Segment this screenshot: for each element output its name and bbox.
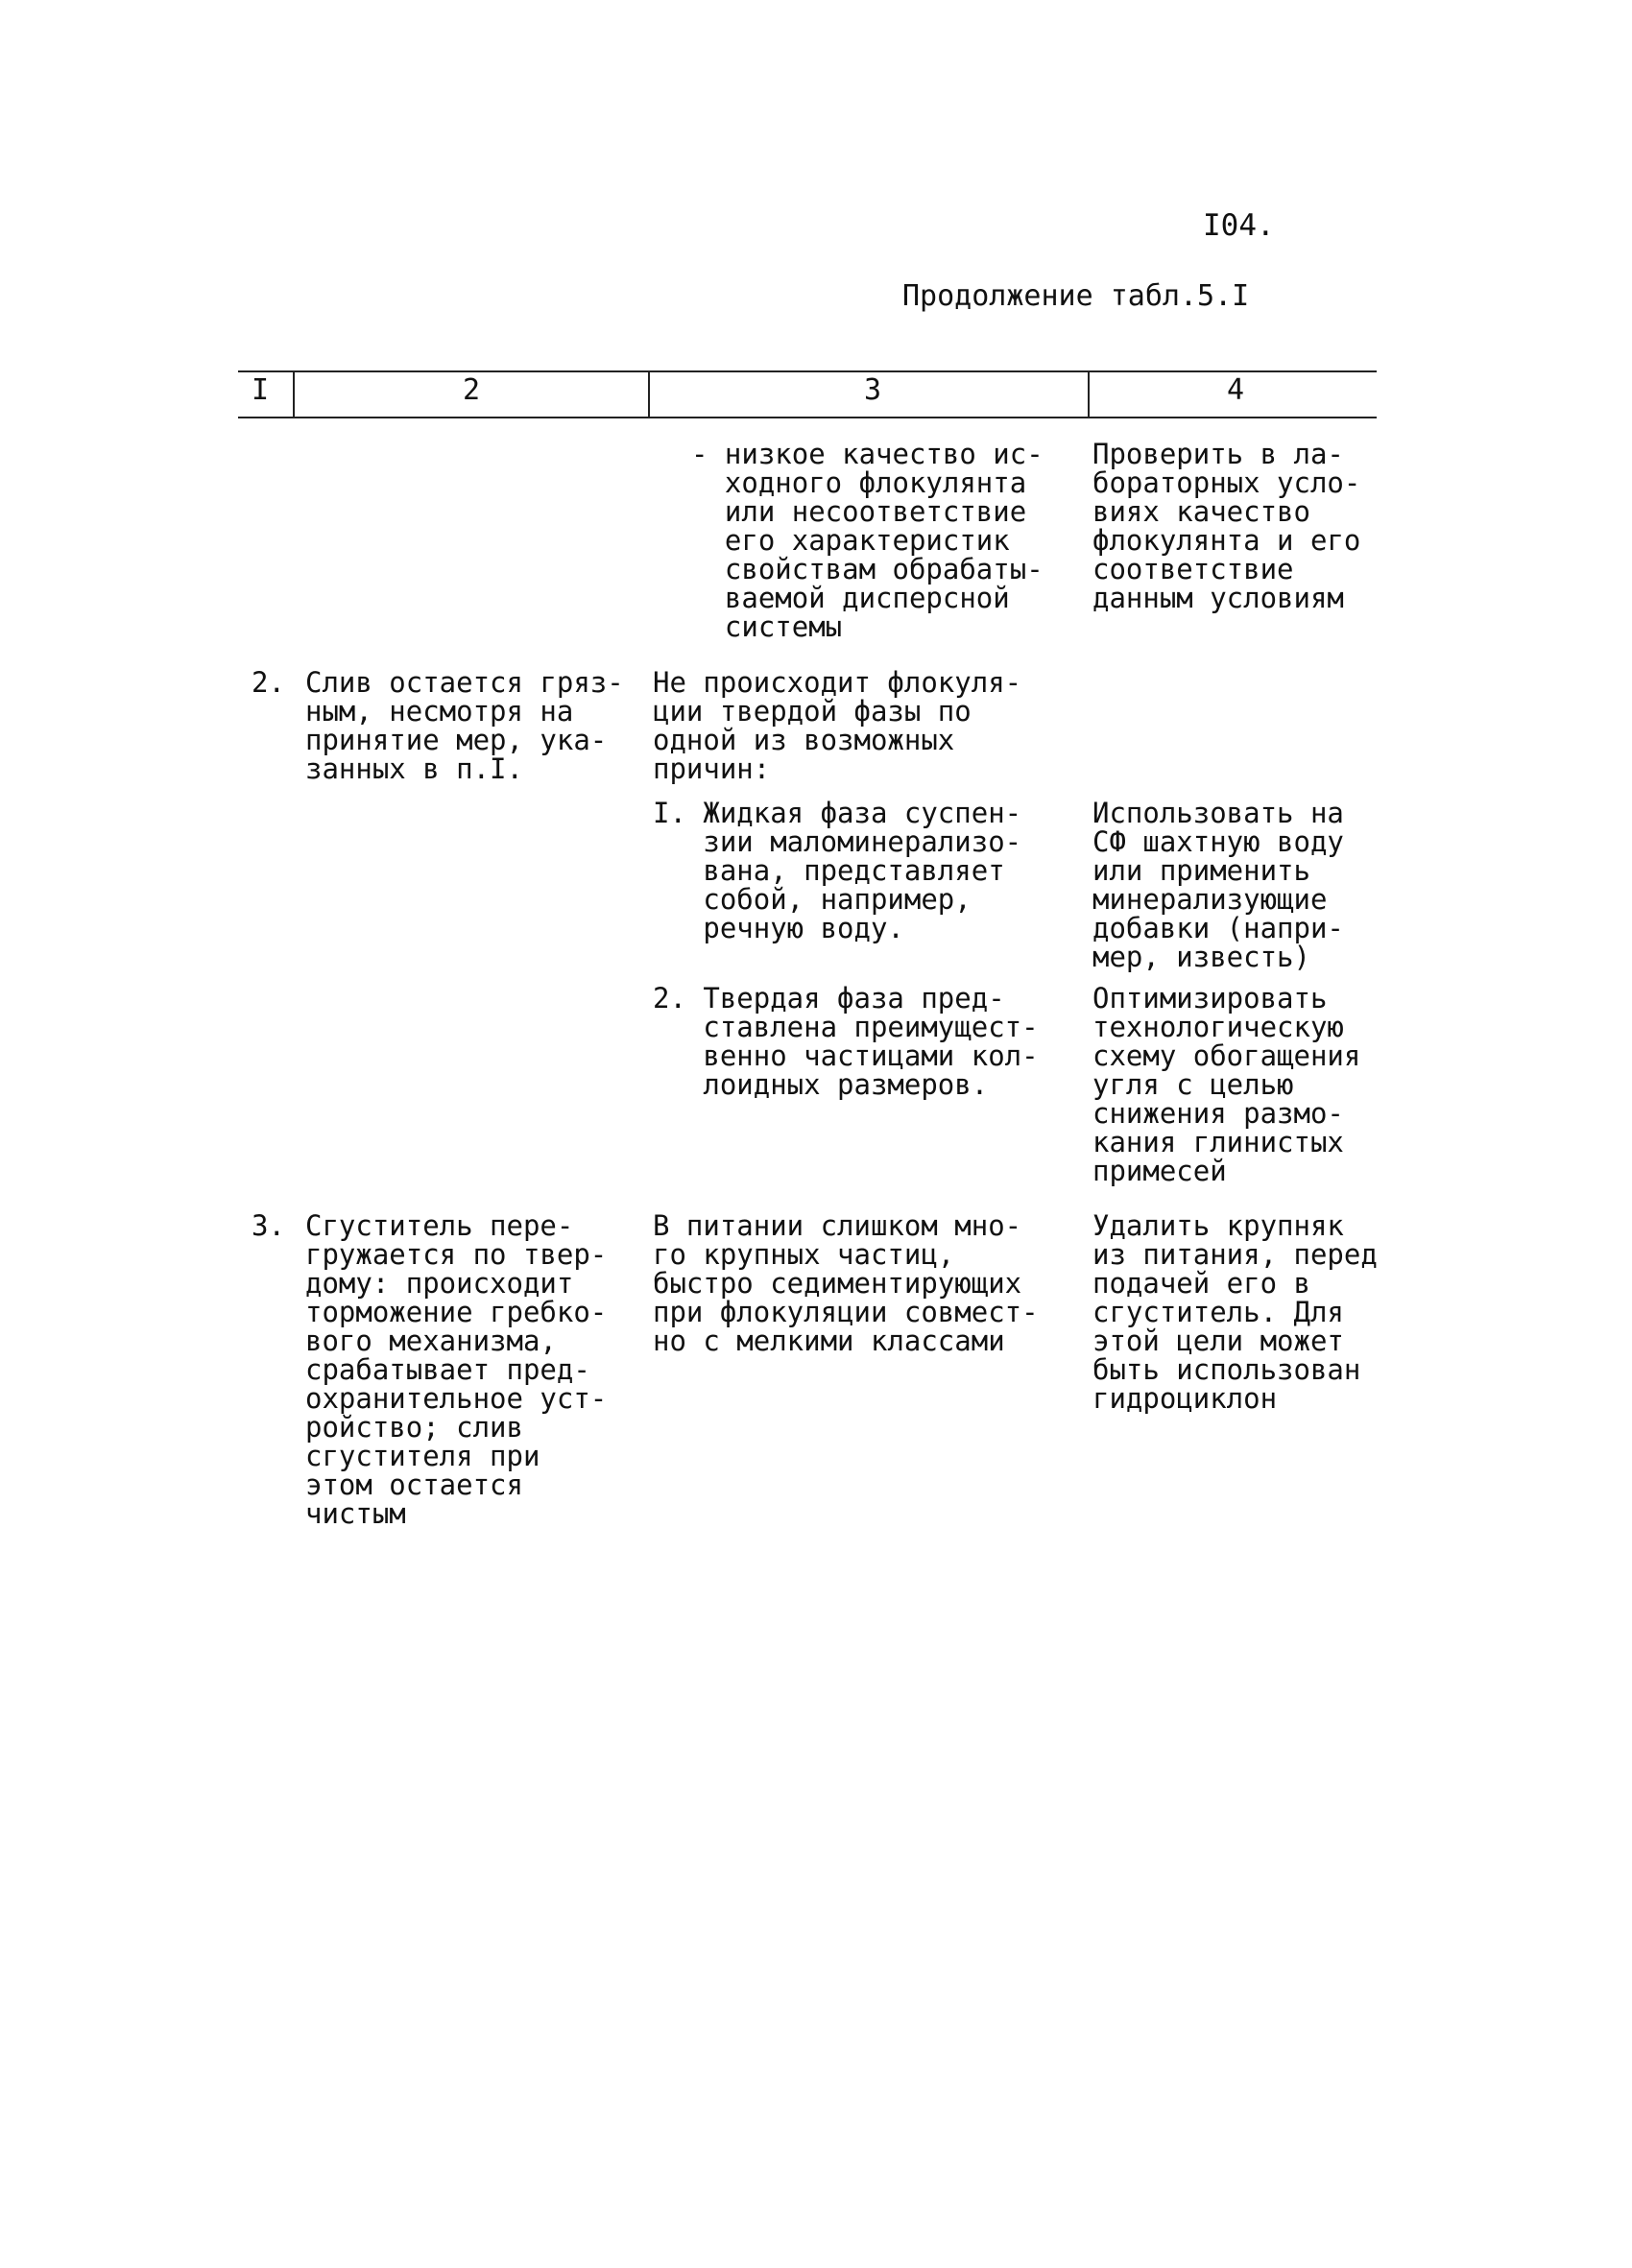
table-continuation-caption: Продолжение табл.5.I	[902, 279, 1250, 313]
row2-subcause-1: I. Жидкая фаза суспен- зии маломинерализо- вана, представляет собой, например, речную воду.	[653, 797, 1022, 944]
header-col-1: I	[252, 373, 270, 407]
row1-remedy: Проверить в ла- бораторных усло- виях качество флокулянта и его соответствие данным условиям	[1092, 438, 1361, 614]
header-divider-1	[293, 370, 295, 418]
header-divider-3	[1088, 370, 1090, 418]
row2-symptom: Слив остается гряз- ным, несмотря на принятие мер, ука- занных в п.I.	[305, 666, 624, 785]
row3-number: 3.	[252, 1209, 285, 1242]
row1-cause: - низкое качество ис- ходного флокулянта или несоответствие его характеристик свойствам обрабаты- ваемой дисперсной системы	[691, 438, 1044, 643]
header-top-rule	[238, 370, 1377, 372]
row3-remedy: Удалить крупняк из питания, перед подачей его в сгуститель. Для этой цели может быть использован гидроциклон	[1092, 1209, 1378, 1415]
row2-subcause-2: 2. Твердая фаза пред- ставлена преимущест- венно частицами кол- лоидных размеров.	[653, 982, 1039, 1101]
row3-cause: В питании слишком мно- го крупных частиц, быстро седиментирующих при флокуляции совмест- но с мелкими классами	[653, 1209, 1039, 1357]
header-bottom-rule	[238, 417, 1377, 418]
header-col-2: 2	[463, 373, 481, 407]
row2-number: 2.	[252, 666, 285, 699]
row2-subcause-2-remedy: Оптимизировать технологическую схему обогащения угля с целью снижения размо- кания глинистых примесей	[1092, 982, 1361, 1187]
row2-subcause-1-remedy: Использовать на СФ шахтную воду или применить минерализующие добавки (напри- мер, известь)	[1092, 797, 1344, 973]
header-col-3: 3	[864, 373, 882, 407]
header-col-4: 4	[1227, 373, 1245, 407]
row3-symptom: Сгуститель пере- гружается по твер- дому: происходит торможение гребко- вого механизма, срабатывает пред- охранительное уст- ройство; слив сгустителя при этом остается чистым	[305, 1209, 608, 1530]
page-number: I04.	[1203, 208, 1275, 243]
row2-cause: Не происходит флокуля- ции твердой фазы по одной из возможных причин:	[653, 666, 1022, 785]
header-divider-2	[648, 370, 650, 418]
